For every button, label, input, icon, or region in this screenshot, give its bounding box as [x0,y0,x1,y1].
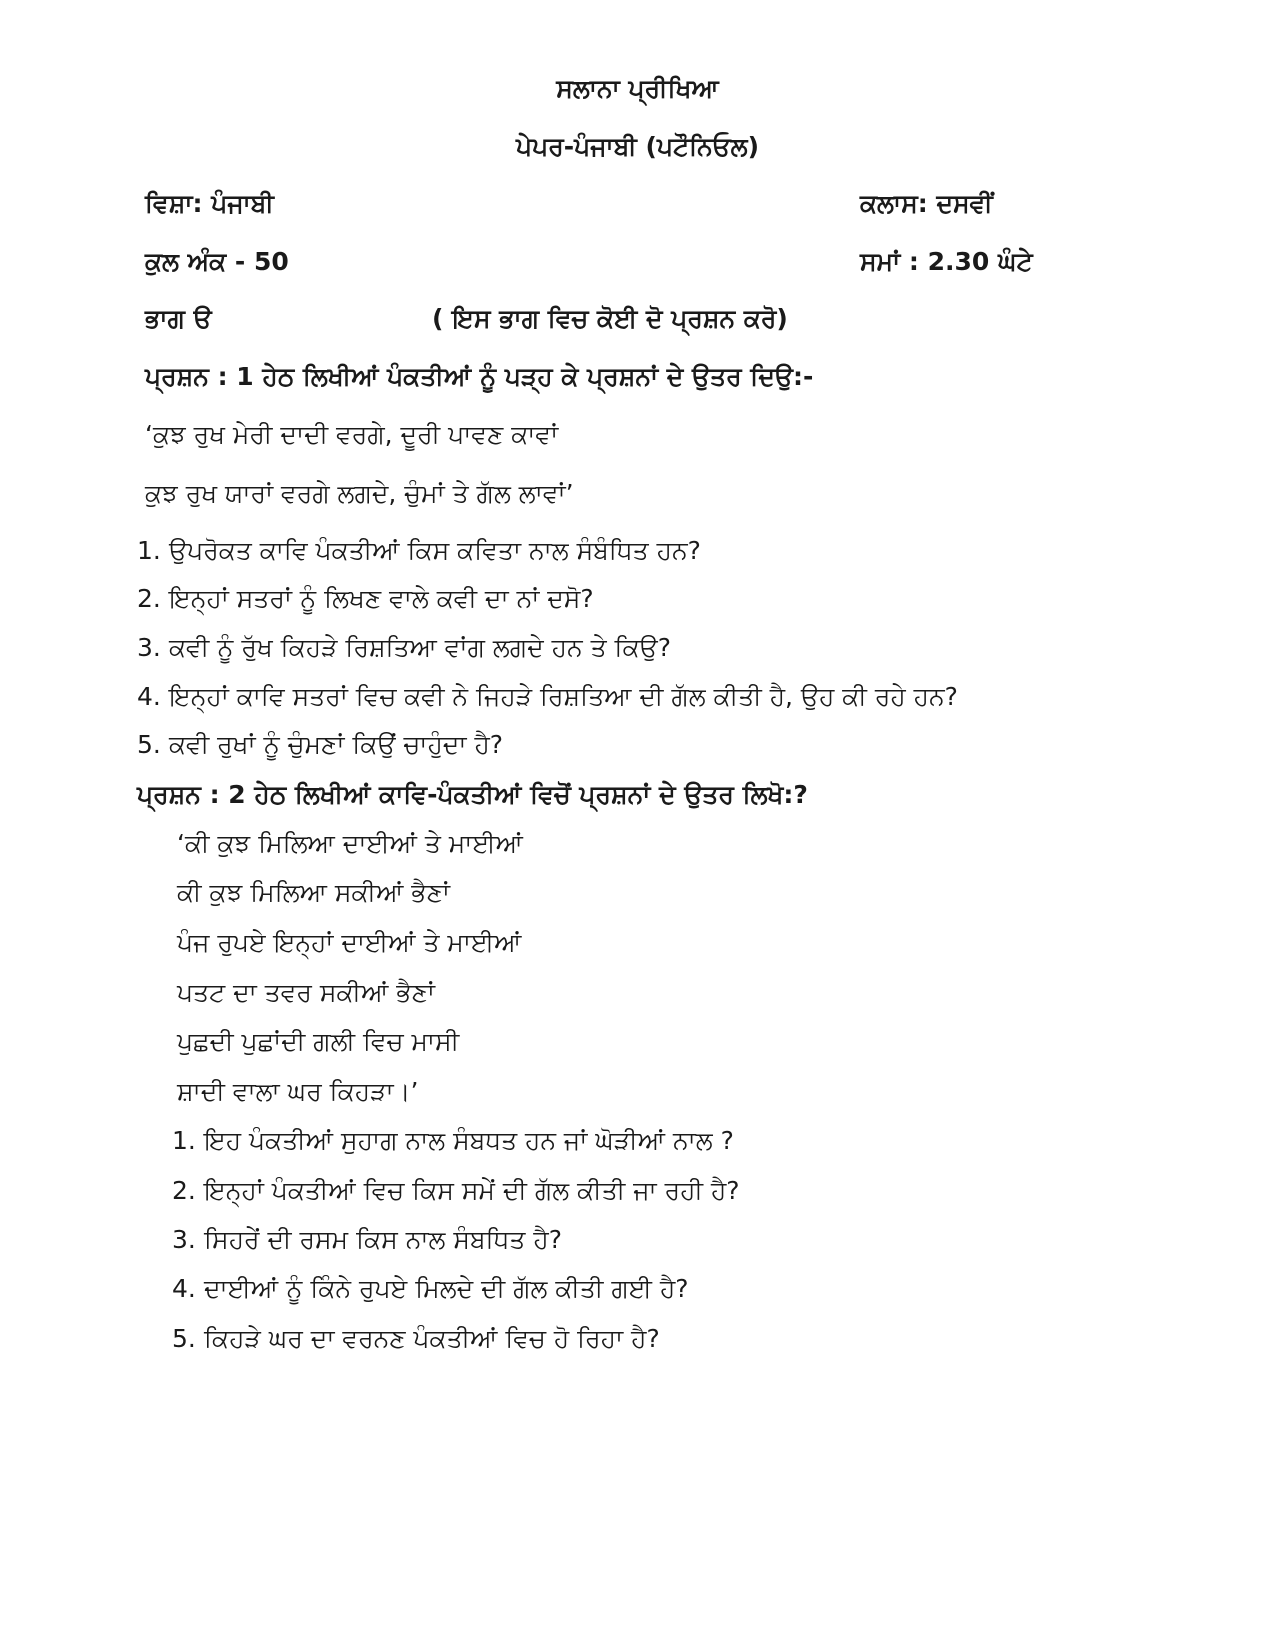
q2-verse-line: ‘ਕੀ ਕੁਝ ਮਿਲਿਆ ਦਾਈਆਂ ਤੇ ਮਾਈਆਂ [177,829,523,858]
q2-question [172,1223,562,1257]
total-marks: ਕੁਲ ਅੰਕ - 50 [145,247,289,276]
question-number: 3. [137,633,161,662]
question-number: 4. [137,682,161,711]
question-text: ਕਿਹੜੇ ਘਰ ਦਾ ਵਰਨਣ ਪੰਕਤੀਆਂ ਵਿਚ ਹੋ ਰਿਹਾ ਹੈ? [204,1324,660,1353]
question-number: 1. [172,1126,196,1155]
class-label: ਕਲਾਸ: ਦਸਵੀਂ [860,189,993,218]
question-number: 5. [137,730,161,759]
q1-verse-line: ਕੁਝ ਰੁਖ ਯਾਰਾਂ ਵਰਗੇ ਲਗਦੇ, ਚੁੰਮਾਂ ਤੇ ਗੱਲ ਲਾਵਾਂ’ [145,479,574,508]
question-text: ਇਹ ਪੰਕਤੀਆਂ ਸੁਹਾਗ ਨਾਲ ਸੰਬਧਤ ਹਨ ਜਾਂ ਘੋੜੀਆਂ ਨਾਲ ? [204,1126,734,1155]
question-text: ਕਵੀ ਰੁਖਾਂ ਨੂੰ ਚੁੰਮਣਾਂ ਕਿਉਂ ਚਾਹੁੰਦਾ ਹੈ? [169,730,504,759]
question-number: 1. [137,536,161,565]
section-name: ਭਾਗ ੳ [145,304,212,333]
question-text: ਇਨ੍ਹਾਂ ਪੰਕਤੀਆਂ ਵਿਚ ਕਿਸ ਸਮੇਂ ਦੀ ਗੱਲ ਕੀਤੀ ਜਾ ਰਹੀ ਹੈ? [204,1176,740,1205]
q2-verse-line: ਕੀ ਕੁਝ ਮਿਲਿਆ ਸਕੀਆਂ ਭੈਣਾਂ [177,878,450,907]
q2-question [172,1322,660,1356]
question-number: 5. [172,1324,196,1353]
q2-question [172,1124,734,1158]
q2-verse-line: ਪੰਜ ਰੁਪਏ ਇਨ੍ਹਾਂ ਦਾਈਆਂ ਤੇ ਮਾਈਆਂ [177,928,522,957]
q2-verse-line: ਪੁਛਦੀ ਪੁਛਾਂਦੀ ਗਲੀ ਵਿਚ ਮਾਸੀ [177,1027,460,1056]
question-number: 2. [137,584,161,613]
question-number: 3. [172,1225,196,1254]
question-text: ਸਿਹਰੇਂ ਦੀ ਰਸਮ ਕਿਸ ਨਾਲ ਸੰਬਧਿਤ ਹੈ? [204,1225,563,1254]
q2-verse-line: ਪਤਟ ਦਾ ਤਵਰ ਸਕੀਆਂ ਭੈਣਾਂ [177,978,435,1007]
question-text: ਇਨ੍ਹਾਂ ਸਤਰਾਂ ਨੂੰ ਲਿਖਣ ਵਾਲੇ ਕਵੀ ਦਾ ਨਾਂ ਦਸੋ? [169,584,594,613]
q2-question [172,1174,740,1208]
q1-question [137,680,958,714]
question-text: ਦਾਈਆਂ ਨੂੰ ਕਿੰਨੇ ਰੁਪਏ ਮਿਲਦੇ ਦੀ ਗੱਲ ਕੀਤੀ ਗਈ ਹੈ? [204,1274,689,1303]
q2-verse-line: ਸ਼ਾਦੀ ਵਾਲਾ ਘਰ ਕਿਹੜਾ।’ [177,1077,419,1106]
time-label: ਸਮਾਂ : 2.30 ਘੰਟੇ [860,247,1033,276]
q1-heading: ਪ੍ਰਸ਼ਨ : 1 ਹੇਠ ਲਿਖੀਆਂ ਪੰਕਤੀਆਂ ਨੂੰ ਪੜ੍ਹ ਕੇ ਪ੍ਰਸ਼ਨਾਂ ਦੇ ਉਤਰ ਦਿਉ:- [145,362,814,391]
q1-question [137,631,671,665]
question-text: ਕਵੀ ਨੂੰ ਰੁੱਖ ਕਿਹੜੇ ਰਿਸ਼ਤਿਆ ਵਾਂਗ ਲਗਦੇ ਹਨ ਤੇ ਕਿਉ? [169,633,671,662]
question-text: ਉਪਰੋਕਤ ਕਾਵਿ ਪੰਕਤੀਆਂ ਕਿਸ ਕਵਿਤਾ ਨਾਲ ਸੰਬੰਧਿਤ ਹਨ? [169,536,701,565]
q1-question [137,728,503,762]
subject-label: ਵਿਸ਼ਾ: ਪੰਜਾਬੀ [145,189,274,218]
question-number: 2. [172,1176,196,1205]
q1-verse-line: ‘ਕੁਝ ਰੁਖ ਮੇਰੀ ਦਾਦੀ ਵਰਗੇ, ਦੂਰੀ ਪਾਵਣ ਕਾਵਾਂ [145,420,559,449]
exam-title: ਸਲਾਨਾ ਪ੍ਰੀਖਿਆ [556,74,719,103]
paper-title: ਪੇਪਰ-ਪੰਜਾਬੀ (ਪਟੌਨਿਓਲ) [515,132,760,161]
q2-question [172,1272,689,1306]
q1-question [137,534,701,568]
q2-heading: ਪ੍ਰਸ਼ਨ : 2 ਹੇਠ ਲਿਖੀਆਂ ਕਾਵਿ-ਪੰਕਤੀਆਂ ਵਿਚੋਂ ਪ੍ਰਸ਼ਨਾਂ ਦੇ ਉਤਰ ਲਿਖੋ:? [137,780,808,809]
question-number: 4. [172,1274,196,1303]
q1-question [137,582,594,616]
section-instruction: ( ਇਸ ਭਾਗ ਵਿਚ ਕੋਈ ਦੋ ਪ੍ਰਸ਼ਨ ਕਰੋ) [432,304,788,333]
question-text: ਇਨ੍ਹਾਂ ਕਾਵਿ ਸਤਰਾਂ ਵਿਚ ਕਵੀ ਨੇ ਜਿਹੜੇ ਰਿਸ਼ਤਿਆ ਦੀ ਗੱਲ ਕੀਤੀ ਹੈ, ਉਹ ਕੀ ਰਹੇ ਹਨ? [169,682,958,711]
